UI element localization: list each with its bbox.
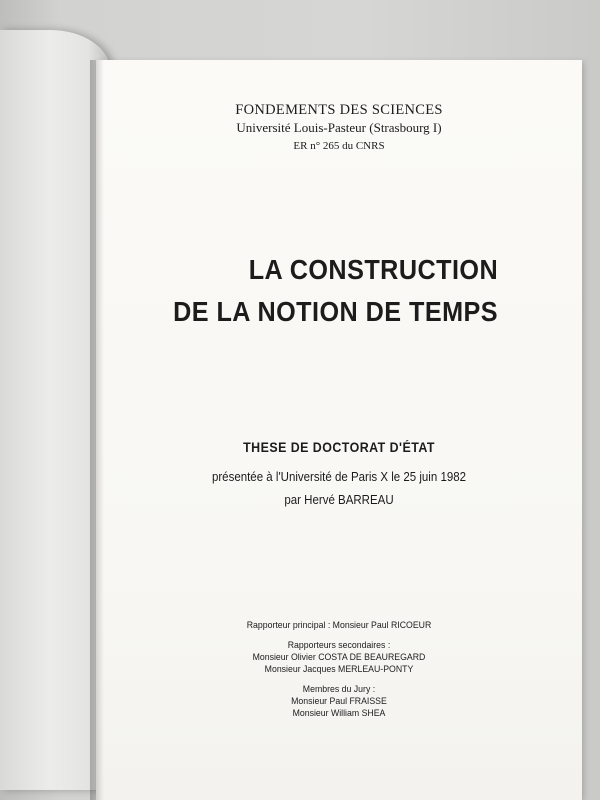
thesis-presented-line: présentée à l'Université de Paris X le 25 juin 1982 xyxy=(211,470,467,484)
institution-heading: FONDEMENTS DES SCIENCES xyxy=(235,102,443,118)
thesis-author-line: par Hervé BARREAU xyxy=(284,493,394,507)
jury-member-1: Monsieur Paul FRAISSE xyxy=(291,696,387,707)
cnrs-unit-line: ER n° 265 du CNRS xyxy=(293,140,385,152)
secondary-rapporteur-2: Monsieur Jacques MERLEAU-PONTY xyxy=(264,664,414,675)
jury-heading: Membres du Jury : xyxy=(302,684,376,695)
secondary-rapporteurs-heading: Rapporteurs secondaires : xyxy=(287,640,391,651)
page-gutter-shadow xyxy=(90,60,104,800)
title-page xyxy=(96,60,582,800)
secondary-rapporteur-1: Monsieur Olivier COSTA DE BEAUREGARD xyxy=(252,652,426,663)
jury-member-2: Monsieur William SHEA xyxy=(292,708,386,719)
principal-rapporteur: Rapporteur principal : Monsieur Paul RICOEUR xyxy=(246,620,432,631)
title-line-1: LA CONSTRUCTION xyxy=(248,254,498,285)
thesis-heading: THESE DE DOCTORAT D'ÉTAT xyxy=(243,440,435,455)
university-line: Université Louis-Pasteur (Strasbourg I) xyxy=(236,120,442,135)
title-line-2: DE LA NOTION DE TEMPS xyxy=(173,296,498,327)
